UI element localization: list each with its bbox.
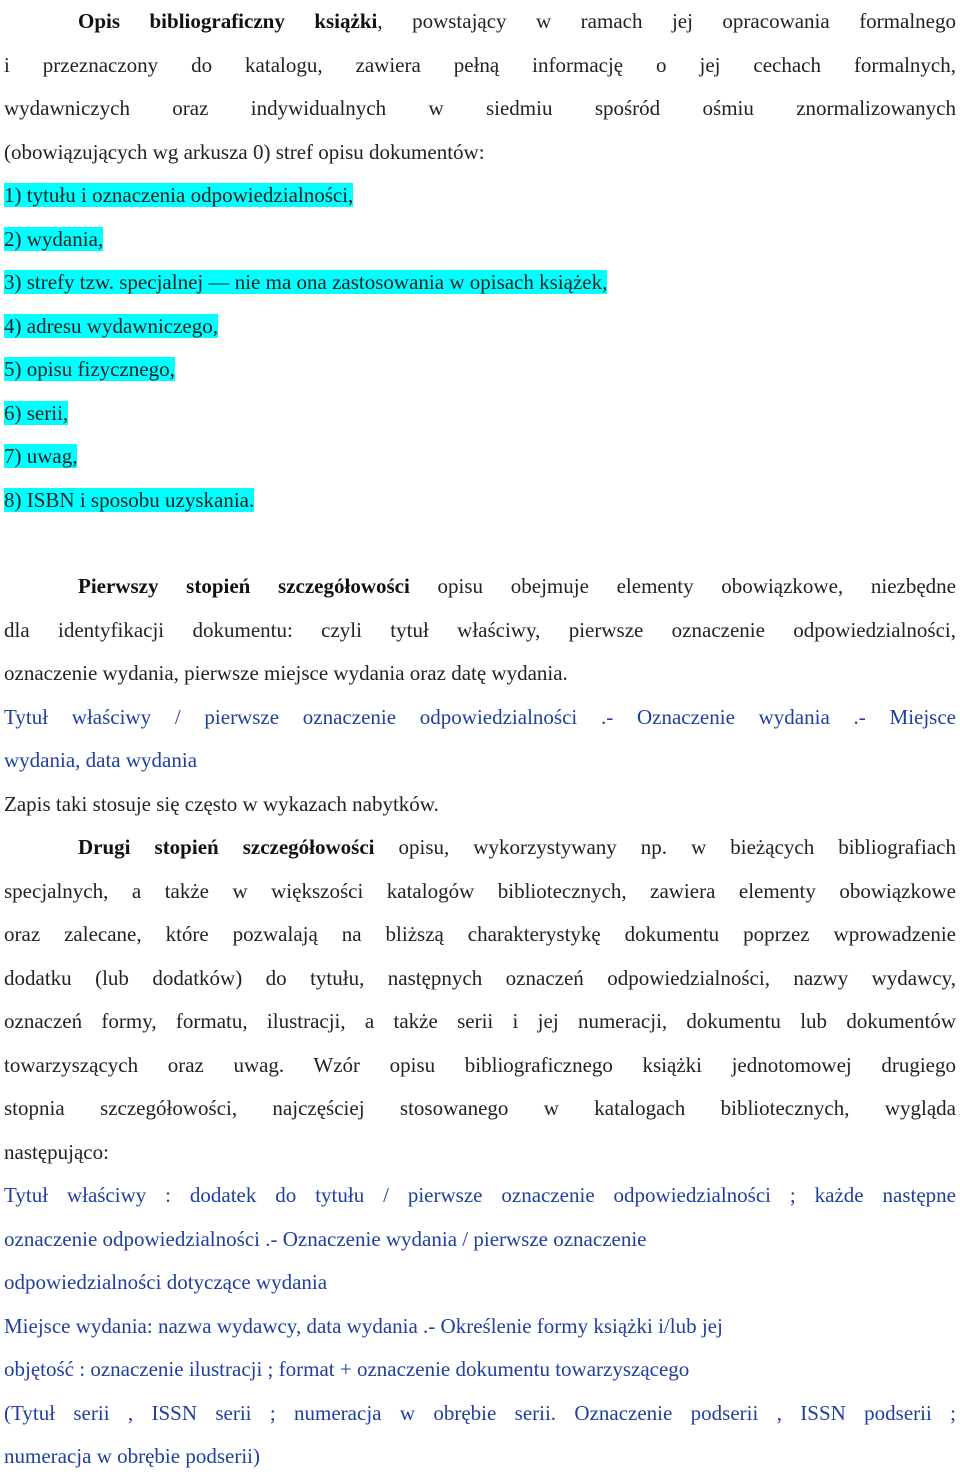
second-level-line: oraz zalecane, które pozwalają na bliższą charakterystykę dokumentu poprzez wprowadzenie [4, 922, 956, 946]
second-level-pattern-line: objętość : oznaczenie ilustracji ; format + oznaczenie dokumentu towarzyszącego [4, 1357, 690, 1381]
second-level-line: specjalnych, a także w większości katalogów bibliotecznych, zawiera elementy obowiązkowe [4, 878, 956, 903]
second-level-line: towarzyszących oraz uwag. Wzór opisu bibliograficznego książki jednotomowej drugiego [4, 1052, 956, 1077]
second-level-line: oznaczeń formy, formatu, ilustracji, a także serii i jej numeracji, dokumentu lub dokumentów [4, 1009, 956, 1033]
second-level-pattern-line: Miejsce wydania: nazwa wydawcy, data wydania .- Określenie formy książki i/lub jej [4, 1313, 723, 1338]
first-level-line-2: dla identyfikacji dokumentu: czyli tytuł właściwy, pierwsze oznaczenie odpowiedzialności, [4, 617, 956, 642]
intro-paragraph [4, 0, 956, 174]
zone-item: 8) ISBN i sposobu uzyskania. [4, 487, 255, 512]
intro-line-2: i przeznaczony do katalogu, zawiera pełną informację o jej cechach formalnych, [4, 52, 956, 77]
first-level-paragraph [4, 565, 956, 826]
first-level-pattern-line-1: Tytuł właściwy / pierwsze oznaczenie odpowiedzialności .- Oznaczenie wydania .- Miejsce [4, 704, 956, 729]
second-level-line: dodatku (lub dodatków) do tytułu, następnych oznaczeń odpowiedzialności, nazwy wydawcy, [4, 965, 956, 990]
first-level-bold: Pierwszy stopień szczegółowości [78, 574, 410, 598]
second-level-pattern-line: odpowiedzialności dotyczące wydania [4, 1270, 328, 1294]
zone-item: 3) strefy tzw. specjalnej — nie ma ona zastosowania w opisach książek, [4, 270, 608, 294]
first-level-line-3: oznaczenie wydania, pierwsze miejsce wydania oraz datę wydania. [4, 661, 568, 685]
first-level-note: Zapis taki stosuje się często w wykazach nabytków. [4, 791, 439, 816]
intro-line-3: wydawniczych oraz indywidualnych w siedmiu spośród ośmiu znormalizowanych [4, 96, 956, 120]
zone-item: 7) uwag, [4, 444, 78, 468]
zones-list [4, 174, 956, 522]
second-level-pattern-line: oznaczenie odpowiedzialności .- Oznaczenie wydania / pierwsze oznaczenie [4, 1226, 647, 1251]
paragraph-gap [4, 522, 956, 565]
intro-line-4: (obowiązujących wg arkusza 0) stref opisu dokumentów: [4, 139, 485, 164]
zone-item: 6) serii, [4, 400, 69, 425]
first-level-pattern-line-2: wydania, data wydania [4, 748, 198, 772]
zone-item: 5) opisu fizycznego, [4, 357, 175, 381]
zone-item: 1) tytułu i oznaczenia odpowiedzialności, [4, 183, 354, 207]
second-level-line-1: Drugi stopień szczegółowości opisu, wykorzystywany np. w bieżących bibliografiach [78, 835, 957, 859]
first-level-line-1: Pierwszy stopień szczegółowości opisu obejmuje elementy obowiązkowe, niezbędne [78, 574, 956, 598]
zone-item: 4) adresu wydawniczego, [4, 313, 218, 338]
intro-bold: Opis bibliograficzny książki [78, 9, 378, 33]
second-level-pattern-line: Tytuł właściwy : dodatek do tytułu / pierwsze oznaczenie odpowiedzialności ; każde następne [4, 1183, 956, 1207]
zone-item: 2) wydania, [4, 226, 104, 251]
second-level-last-line: następująco: [4, 1139, 109, 1164]
second-level-line: stopnia szczegółowości, najczęściej stosowanego w katalogach bibliotecznych, wygląda [4, 1096, 956, 1120]
intro-line-1: Opis bibliograficzny książki, powstający w ramach jej opracowania formalnego [78, 9, 956, 33]
second-level-paragraph [4, 826, 956, 1479]
second-level-bold: Drugi stopień szczegółowości [78, 835, 375, 859]
second-level-pattern-line: numeracja w obrębie podserii) [4, 1444, 260, 1468]
second-level-pattern-line: (Tytuł serii , ISSN serii ; numeracja w obrębie serii. Oznaczenie podserii , ISSN podserii ; [4, 1400, 956, 1425]
